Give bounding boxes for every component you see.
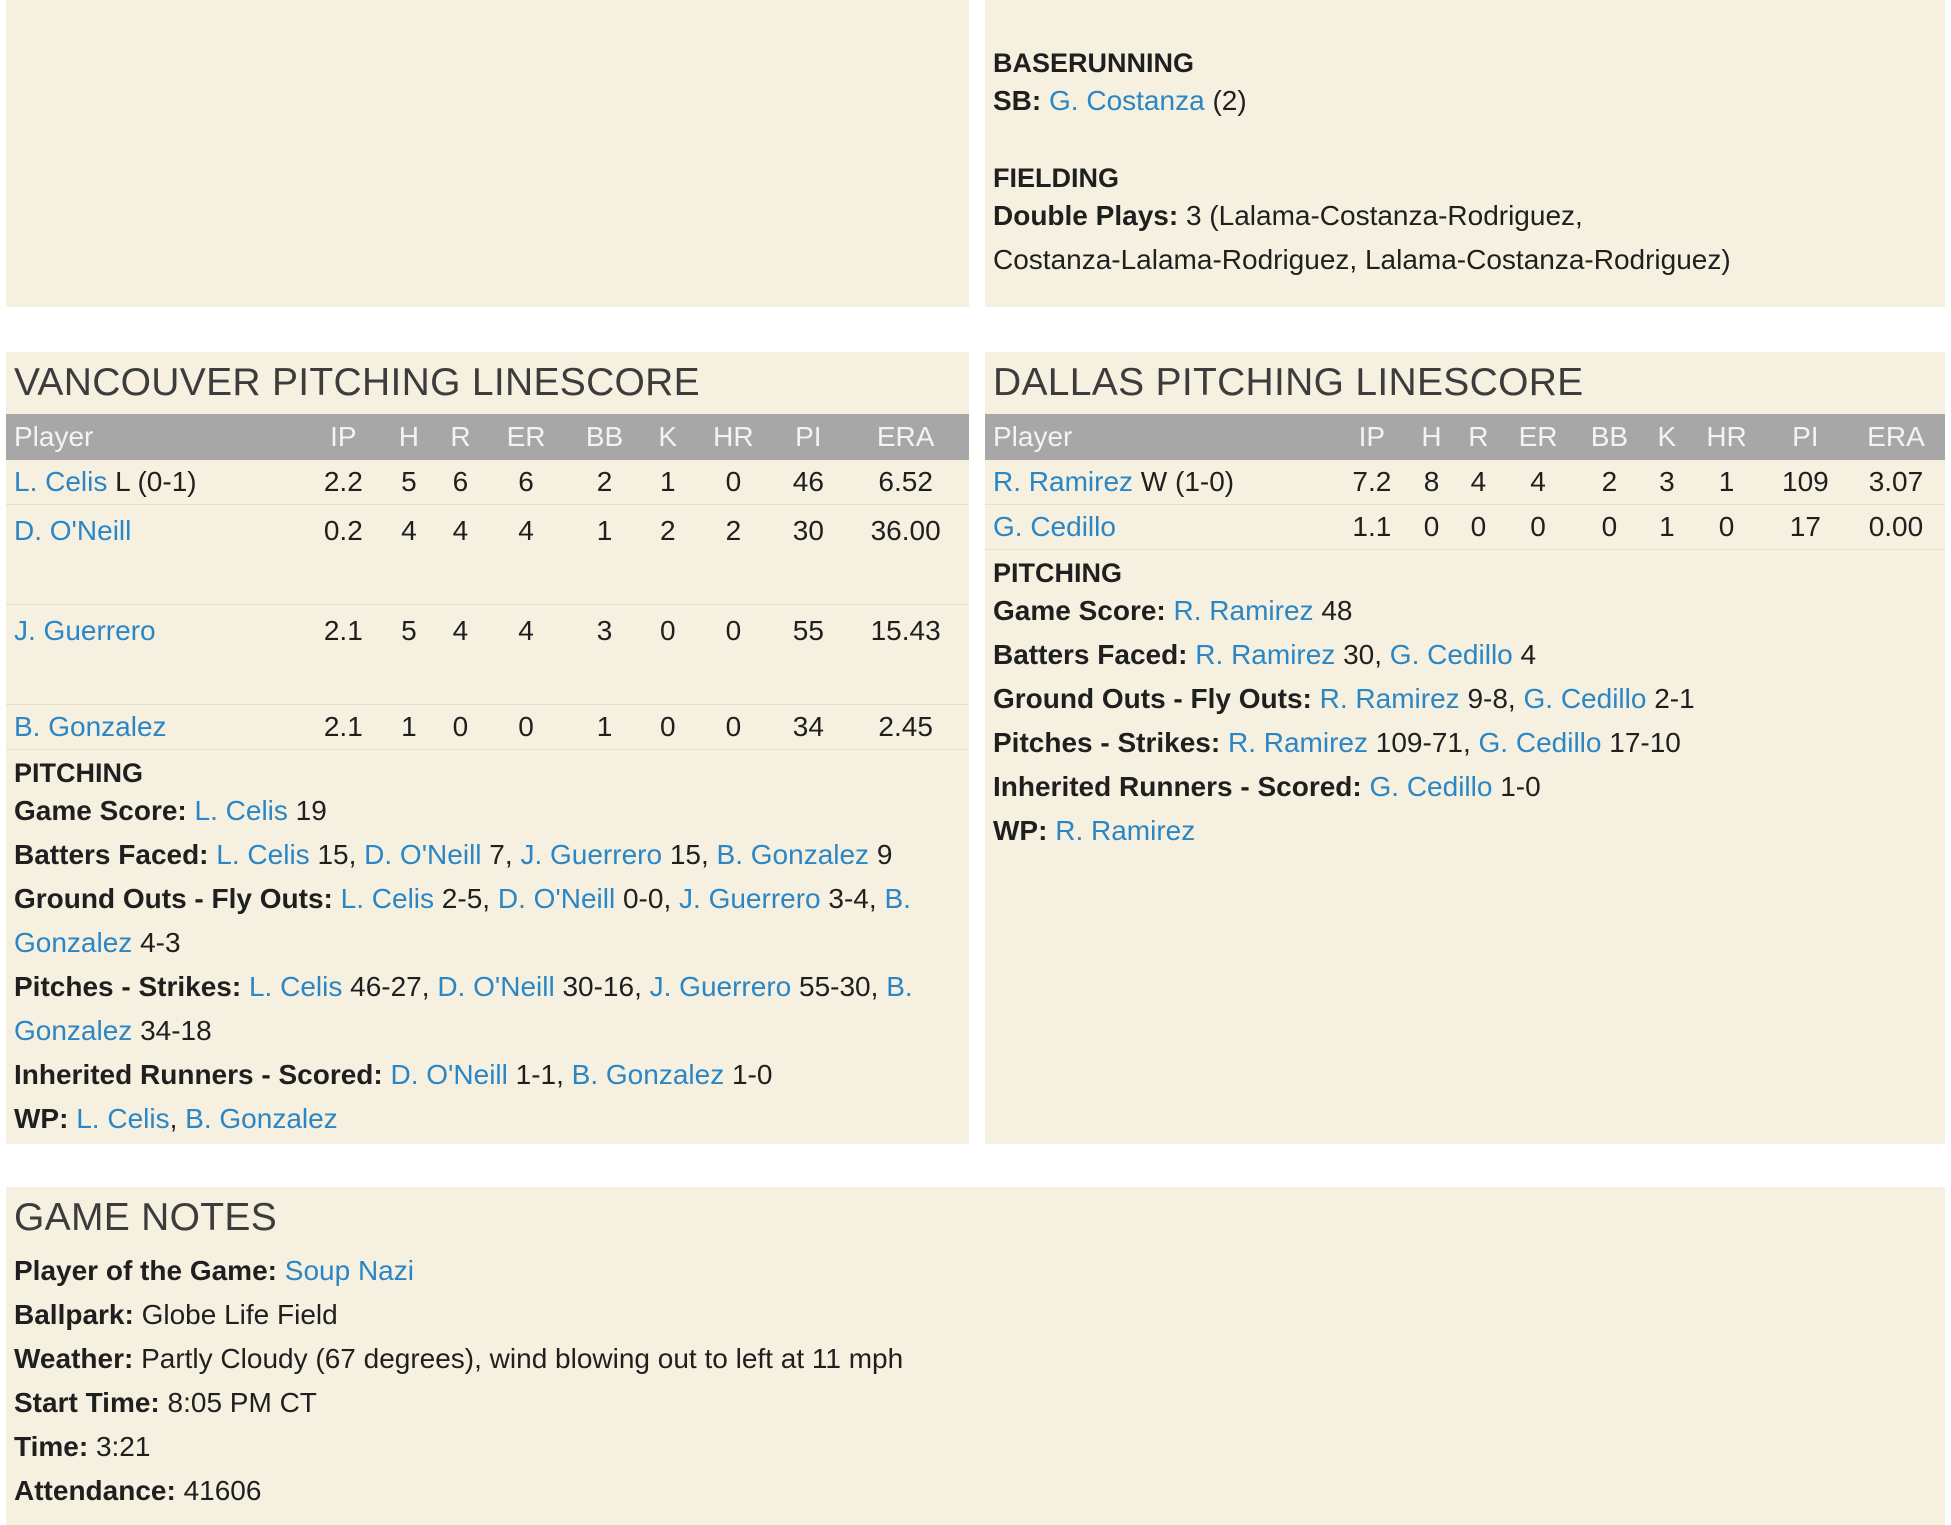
stat-value: , (169, 1103, 186, 1134)
stat-cell: 0 (1502, 505, 1574, 550)
player-link[interactable]: L. Celis (76, 1103, 170, 1134)
stat-cell: 0 (692, 705, 774, 750)
stat-value: 7, (481, 839, 521, 870)
player-link[interactable]: Gonzalez (14, 927, 133, 958)
label: Time: (14, 1431, 89, 1462)
player-cell (6, 705, 303, 750)
table-row (6, 605, 969, 705)
game-notes-panel (6, 1187, 1945, 1525)
label: Ground Outs - Fly Outs: (14, 883, 341, 914)
player-link[interactable]: G. Cedillo (1523, 683, 1647, 714)
player-link[interactable]: G. Cedillo (1389, 639, 1513, 670)
top-left-panel (6, 0, 969, 307)
column-header: BB (566, 414, 643, 460)
stat-cell: 0 (1455, 505, 1502, 550)
stat-value: 0-0, (615, 883, 680, 914)
stat-cell: 46 (774, 460, 842, 505)
fielding-heading: FIELDING (993, 163, 1119, 193)
stat-cell: 30 (774, 505, 842, 605)
player-link[interactable]: D. O'Neill (437, 971, 555, 1002)
stat-cell: 0 (1574, 505, 1644, 550)
player-link[interactable]: G. Cedillo (993, 511, 1116, 542)
label: Batters Faced: (993, 639, 1196, 670)
stat-cell: 3 (1645, 460, 1690, 505)
stat-value: 109-71, (1368, 727, 1479, 758)
column-header: HR (1689, 414, 1764, 460)
stat-cell: 4 (1455, 460, 1502, 505)
value: Globe Life Field (141, 1299, 338, 1330)
value: Partly Cloudy (67 degrees), wind blowing out to left at 11 mph (141, 1343, 904, 1374)
column-header: PI (1764, 414, 1847, 460)
stat-value: 4 (1512, 639, 1537, 670)
stat-cell: 1 (1645, 505, 1690, 550)
stat-value: 34-18 (132, 1015, 212, 1046)
column-header: K (643, 414, 692, 460)
player-link[interactable]: R. Ramirez (1227, 727, 1368, 758)
baserunning-fielding-panel (985, 0, 1945, 307)
batters-faced-line (993, 633, 1937, 677)
stat-cell: 0 (643, 605, 692, 705)
label: WP: (993, 815, 1056, 846)
stat-value: 19 (287, 795, 327, 826)
column-header: ER (1502, 414, 1574, 460)
column-header: Player (6, 414, 303, 460)
pitching-heading: PITCHING (993, 558, 1123, 588)
table-row (985, 460, 1945, 505)
stat-cell: 8 (1408, 460, 1455, 505)
section-title: VANCOUVER PITCHING LINESCORE (14, 361, 700, 404)
player-link[interactable]: B. Gonzalez (185, 1103, 338, 1134)
column-header: R (435, 414, 487, 460)
player-link[interactable]: L. Celis (14, 466, 108, 497)
vancouver-linescore-table (6, 414, 969, 750)
stat-value: 1-0 (1492, 771, 1541, 802)
pitches-strikes-line-2 (14, 1009, 961, 1053)
stat-value: 30-16, (554, 971, 650, 1002)
stat-cell: 5 (383, 460, 435, 505)
stat-value: 30, (1335, 639, 1390, 670)
player-link[interactable]: B. Gonzalez (571, 1059, 725, 1090)
player-link[interactable]: D. O'Neill (364, 839, 482, 870)
stat-cell: 2 (692, 505, 774, 605)
player-link[interactable]: J. Guerrero (520, 839, 663, 870)
stat-cell: 2 (566, 460, 643, 505)
player-link[interactable]: B. Gonzalez (716, 839, 870, 870)
column-header: PI (774, 414, 842, 460)
batters-faced-line (14, 833, 961, 877)
player-link[interactable]: G. Cedillo (1478, 727, 1602, 758)
stat-cell: 5 (383, 605, 435, 705)
decision-note: W (1-0) (1133, 466, 1235, 497)
inherited-runners-line (993, 765, 1937, 809)
stat-cell: 34 (774, 705, 842, 750)
label: Player of the Game: (14, 1255, 277, 1286)
stat-cell: 2 (643, 505, 692, 605)
stat-cell: 109 (1764, 460, 1847, 505)
player-cell (6, 460, 303, 505)
stat-value: 9 (869, 839, 893, 870)
stat-cell: 2.1 (303, 705, 383, 750)
column-header: ERA (842, 414, 969, 460)
label: Inherited Runners - Scored: (993, 771, 1370, 802)
stolen-bases-line (993, 79, 1937, 123)
player-link[interactable]: L. Celis (216, 839, 310, 870)
sb-label: SB: (993, 85, 1042, 116)
wild-pitch-line (993, 809, 1937, 853)
stat-cell: 15.43 (842, 605, 969, 705)
stat-value: 48 (1313, 595, 1353, 626)
dallas-linescore-table (985, 414, 1945, 550)
stat-cell: 1 (566, 705, 643, 750)
player-link[interactable]: L. Celis (248, 971, 343, 1002)
value: 41606 (183, 1475, 262, 1506)
dp-label: Double Plays: (993, 200, 1179, 231)
table-row (6, 505, 969, 605)
player-link[interactable]: J. Guerrero (649, 971, 792, 1002)
vancouver-pitching-notes (6, 758, 969, 1141)
stat-value: 1-1, (507, 1059, 572, 1090)
label: Ground Outs - Fly Outs: (993, 683, 1320, 714)
player-cell (985, 505, 1336, 550)
stat-cell: 0 (1408, 505, 1455, 550)
stat-value: 15, (662, 839, 717, 870)
dallas-pitching-notes (985, 558, 1945, 853)
player-link[interactable]: J. Guerrero (679, 883, 821, 914)
player-cell (985, 460, 1336, 505)
stat-cell: 6.52 (842, 460, 969, 505)
label: Start Time: (14, 1387, 160, 1418)
stat-cell: 4 (383, 505, 435, 605)
player-link[interactable]: D. O'Neill (14, 515, 132, 546)
column-header: BB (1574, 414, 1644, 460)
ballpark-line (14, 1293, 1937, 1337)
dp-text: 3 (Lalama-Costanza-Rodriguez, (1185, 200, 1583, 231)
player-link[interactable]: D. O'Neill (390, 1059, 508, 1090)
time-line (14, 1425, 1937, 1469)
stat-cell: 1 (383, 705, 435, 750)
attendance-line (14, 1469, 1937, 1513)
stat-cell: 1 (566, 505, 643, 605)
label: Game Score: (993, 595, 1174, 626)
pitches-strikes-line (14, 965, 961, 1009)
section-title: GAME NOTES (14, 1196, 278, 1239)
player-link[interactable]: B. (886, 971, 913, 1002)
stat-cell: 3.07 (1847, 460, 1945, 505)
stat-cell: 0.2 (303, 505, 383, 605)
stat-cell: 0 (643, 705, 692, 750)
stat-value: 15, (309, 839, 365, 870)
label: Pitches - Strikes: (14, 971, 249, 1002)
player-link[interactable]: B. Gonzalez (14, 711, 167, 742)
stat-value: 9-8, (1459, 683, 1524, 714)
pitches-strikes-line (993, 721, 1937, 765)
label: Pitches - Strikes: (993, 727, 1228, 758)
player-link[interactable]: R. Ramirez (1173, 595, 1314, 626)
stat-cell: 6 (486, 460, 566, 505)
stat-cell: 2.45 (842, 705, 969, 750)
stat-cell: 0 (486, 705, 566, 750)
player-link[interactable]: Soup Nazi (284, 1255, 414, 1286)
stat-cell: 4 (486, 505, 566, 605)
player-cell (6, 605, 303, 705)
label: Weather: (14, 1343, 134, 1374)
double-plays-line-2: Costanza-Lalama-Rodriguez, Lalama-Costanza-Rodriguez) (993, 244, 1731, 275)
stat-cell: 4 (1502, 460, 1574, 505)
sb-count: (2) (1212, 85, 1247, 116)
player-link[interactable]: L. Celis (194, 795, 288, 826)
column-header: K (1645, 414, 1690, 460)
label: Ballpark: (14, 1299, 134, 1330)
column-header: HR (692, 414, 774, 460)
stat-value: 17-10 (1601, 727, 1681, 758)
table-header-row (985, 414, 1945, 460)
baserunning-heading: BASERUNNING (993, 48, 1195, 78)
game-score-line (14, 789, 961, 833)
player-link[interactable]: R. Ramirez (1195, 639, 1336, 670)
start-time-line (14, 1381, 1937, 1425)
stat-cell: 4 (486, 605, 566, 705)
player-link[interactable]: B. (884, 883, 911, 914)
ground-fly-outs-line-2 (14, 921, 961, 965)
stat-cell: 0.00 (1847, 505, 1945, 550)
separator: , (868, 883, 885, 914)
label: Attendance: (14, 1475, 176, 1506)
ground-fly-outs-line (14, 877, 961, 921)
dallas-pitching-panel (985, 352, 1945, 1144)
player-link[interactable]: G. Cedillo (1369, 771, 1493, 802)
stat-cell: 7.2 (1336, 460, 1408, 505)
table-row (6, 705, 969, 750)
stat-cell: 2.2 (303, 460, 383, 505)
player-link[interactable]: D. O'Neill (497, 883, 616, 914)
stat-cell: 0 (1689, 505, 1764, 550)
table-row (985, 505, 1945, 550)
column-header: ERA (1847, 414, 1945, 460)
stat-cell: 0 (692, 605, 774, 705)
label: Batters Faced: (14, 839, 217, 870)
wild-pitch-line (14, 1097, 961, 1141)
column-header: H (1408, 414, 1455, 460)
label: Inherited Runners - Scored: (14, 1059, 391, 1090)
table-header-row (6, 414, 969, 460)
label: Game Score: (14, 795, 195, 826)
stat-cell: 17 (1764, 505, 1847, 550)
label: WP: (14, 1103, 77, 1134)
player-link[interactable]: R. Ramirez (1319, 683, 1460, 714)
column-header: Player (985, 414, 1336, 460)
value: 3:21 (95, 1431, 151, 1462)
stat-value: 1-0 (724, 1059, 773, 1090)
inherited-runners-line (14, 1053, 961, 1097)
double-plays-line (993, 194, 1937, 238)
stat-value: 55-30 (791, 971, 871, 1002)
stat-value: 2-1 (1646, 683, 1695, 714)
weather-line (14, 1337, 1937, 1381)
stat-cell: 55 (774, 605, 842, 705)
player-link[interactable]: R. Ramirez (993, 466, 1134, 497)
player-link[interactable]: Gonzalez (14, 1015, 133, 1046)
stat-cell: 3 (566, 605, 643, 705)
player-link[interactable]: R. Ramirez (1055, 815, 1196, 846)
player-link[interactable]: J. Guerrero (14, 615, 156, 646)
vancouver-pitching-panel (6, 352, 969, 1144)
stat-cell: 1 (643, 460, 692, 505)
ground-fly-outs-line (993, 677, 1937, 721)
column-header: H (383, 414, 435, 460)
decision-note: L (0-1) (107, 466, 197, 497)
stat-value: 46-27, (342, 971, 438, 1002)
stat-cell: 1.1 (1336, 505, 1408, 550)
stat-cell: 2 (1574, 460, 1644, 505)
column-header: ER (486, 414, 566, 460)
stat-value: 2-5, (434, 883, 498, 914)
separator: , (870, 971, 887, 1002)
stat-cell: 6 (435, 460, 487, 505)
column-header: R (1455, 414, 1502, 460)
stat-cell: 1 (1689, 460, 1764, 505)
player-link[interactable]: G. Costanza (1049, 85, 1205, 116)
stat-cell: 0 (435, 705, 487, 750)
stat-cell: 36.00 (842, 505, 969, 605)
pitching-heading: PITCHING (14, 758, 144, 788)
table-row (6, 460, 969, 505)
stat-cell: 4 (435, 605, 487, 705)
game-score-line (993, 589, 1937, 633)
column-header: IP (303, 414, 383, 460)
stat-cell: 2.1 (303, 605, 383, 705)
stat-cell: 0 (692, 460, 774, 505)
player-cell (6, 505, 303, 605)
stat-value: 4-3 (132, 927, 181, 958)
player-link[interactable]: L. Celis (340, 883, 435, 914)
player-of-game-line (14, 1249, 1937, 1293)
section-title: DALLAS PITCHING LINESCORE (993, 361, 1584, 404)
stat-value: 3-4 (820, 883, 869, 914)
value: 8:05 PM CT (167, 1387, 317, 1418)
column-header: IP (1336, 414, 1408, 460)
stat-cell: 4 (435, 505, 487, 605)
